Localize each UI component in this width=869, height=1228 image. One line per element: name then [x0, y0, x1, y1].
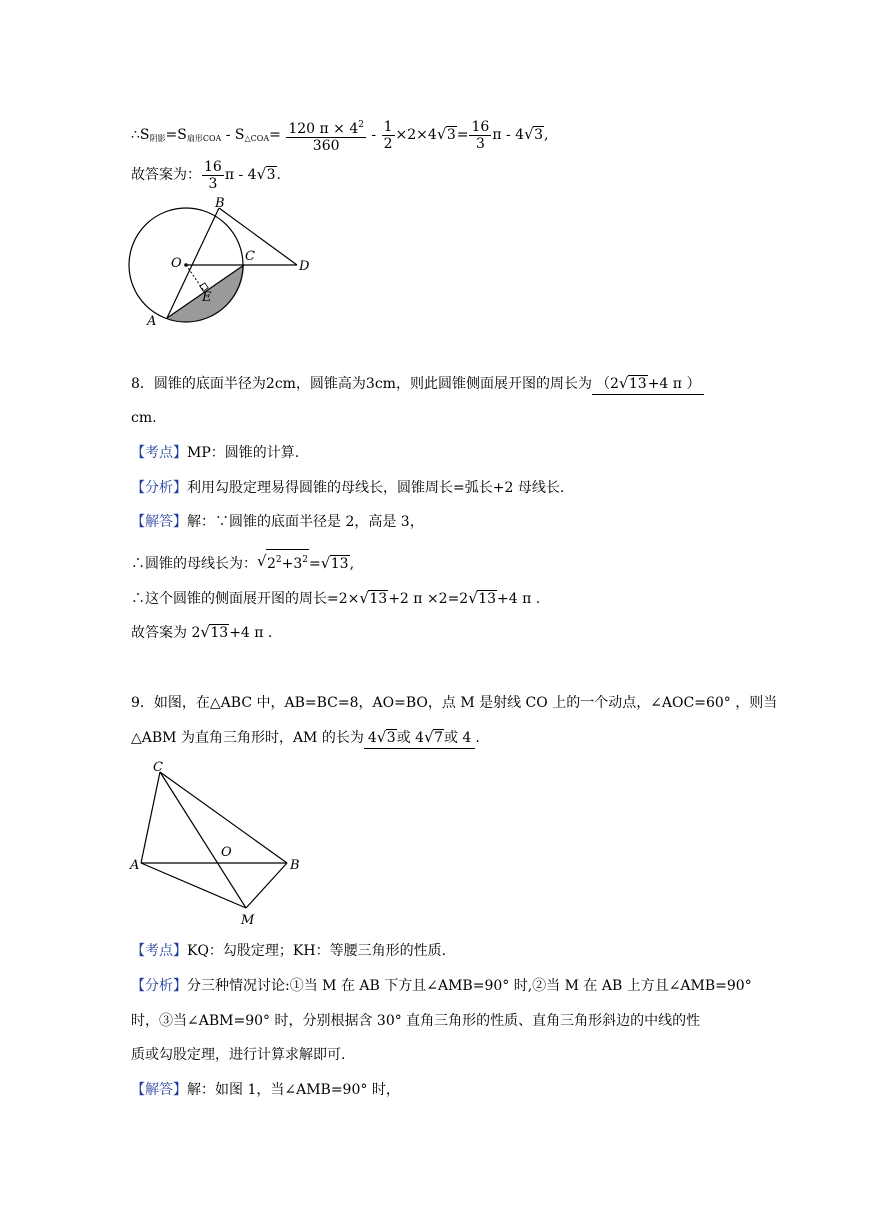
eq3: =: [456, 127, 469, 143]
frac1-sup: 2: [358, 119, 364, 130]
q8-fenxi-tag: 【分析】: [131, 480, 187, 496]
therefore-s: ∴S: [131, 127, 150, 143]
q8-fenxi-text: 利用勾股定理易得圆锥的母线长，圆锥周长=弧长+2 母线长.: [187, 480, 565, 496]
q8-al-pre: 故答案为 2: [131, 625, 201, 641]
line-bm: [246, 863, 287, 908]
q8-s1-plus: +3: [281, 556, 303, 572]
label-d: D: [299, 259, 310, 274]
frac1-den: 360: [312, 137, 340, 154]
ans-den: 3: [208, 175, 218, 192]
q8-jieda-tag: 【解答】: [131, 514, 187, 530]
q9-fenxi2: 时，③当∠ABM=90° 时，分别根据含 30° 直角三角形的性质、直角三角形斜边的中线的性: [131, 1013, 701, 1029]
q8-s2-sqrt-b: [468, 589, 497, 609]
sub-triangle: △COA: [244, 134, 270, 143]
area-formula-line: [131, 115, 548, 159]
triangle-figure: [125, 758, 310, 928]
q9-fenxi1: [131, 976, 752, 996]
ans-num: 16: [204, 158, 222, 175]
q8-text: 8．圆锥的底面半径为2cm，圆锥高为3cm，则此圆锥侧面展开图的周长为: [131, 376, 592, 392]
q9-answer-blank: [364, 728, 475, 749]
circle-figure: [125, 195, 325, 330]
q8-s1-rad: 13: [330, 556, 349, 572]
line-bd: [219, 208, 297, 265]
q8-ans-rad: 13: [628, 376, 647, 392]
line-oe: [186, 265, 204, 291]
q9-sqrt7: [424, 728, 444, 748]
q9-jieda: [131, 1080, 400, 1100]
q9-text2: [131, 728, 480, 749]
q9-rad3: 3: [386, 730, 396, 746]
q8-ans-post: +4 π ）: [647, 376, 701, 392]
rad2: 3: [534, 127, 543, 143]
q8-s2-sqrt-a: [359, 589, 388, 609]
ans-end: .: [276, 167, 281, 183]
answer-prefix: 故答案为：: [131, 167, 201, 183]
frac2-num: 16: [471, 118, 490, 135]
q9-ans-a: 4: [367, 730, 377, 746]
sub-shaded: 阴影: [149, 134, 166, 143]
q8-s2-rad: 13: [369, 591, 388, 607]
label-m2: M: [241, 913, 255, 928]
frac2-den: 3: [475, 135, 485, 152]
sixteen-thirds: [469, 119, 491, 152]
line-ca: [141, 772, 160, 863]
minus: - S: [221, 127, 245, 143]
q8-step1: [131, 549, 354, 577]
q8-ans-sqrt: [619, 374, 648, 394]
q8-s2-end: +4 π .: [497, 591, 541, 607]
q8-answer-line: [131, 623, 272, 643]
sqrt3-a: [437, 115, 457, 155]
q8-al-end: +4 π .: [229, 625, 273, 641]
q8-kaodian-tag: 【考点】: [131, 445, 187, 461]
label-o2: O: [221, 845, 232, 860]
label-b2: B: [290, 858, 300, 873]
label-a: A: [147, 314, 157, 329]
ans-sqrt3: [257, 157, 277, 193]
ans-pi: π - 4: [224, 167, 257, 183]
q8-s1-a-sup: 2: [275, 555, 282, 565]
q8-s1-eq: =: [309, 556, 321, 572]
q9-jieda-text: 解：如图 1，当∠AMB=90° 时，: [187, 1082, 400, 1098]
q9-kaodian-text: KQ：勾股定理；KH：等腰三角形的性质.: [187, 943, 447, 959]
q8-al-sqrt: [200, 623, 229, 643]
label-b: B: [215, 196, 225, 211]
q8-question: [131, 374, 704, 395]
label-e: E: [202, 290, 212, 305]
times: ×2×4: [395, 127, 437, 143]
sub-sector: 扇形COA: [186, 134, 222, 143]
frac1-num: 120 π × 4: [288, 120, 359, 137]
q9-fenxi1-text: 分三种情况讨论:①当 M 在 AB 下方且∠AMB=90° 时,②当 M 在 AB 上方且∠AMB=90°: [187, 978, 752, 994]
eq2: =: [269, 127, 281, 143]
q8-s2-pre: ∴这个圆锥的侧面展开图的周长=2×: [131, 591, 360, 607]
q9-kaodian-tag: 【考点】: [131, 943, 187, 959]
q8-s1-sqrt13: [321, 551, 350, 577]
half-fraction: [382, 119, 395, 152]
half-num: 1: [383, 118, 393, 135]
label-o: O: [171, 256, 182, 271]
minus2: -: [366, 127, 381, 143]
q8-step1-sqrt-big: [257, 549, 309, 577]
half-den: 2: [383, 135, 393, 152]
q8-kaodian-text: MP：圆锥的计算.: [187, 445, 300, 461]
end1: ,: [543, 127, 549, 143]
q8-ans-pre: （2: [595, 376, 619, 392]
sector-fraction: [286, 117, 366, 154]
q9-fenxi-tag: 【分析】: [131, 978, 187, 994]
label-c: C: [245, 249, 255, 264]
label-c2: C: [153, 760, 163, 775]
q9-fenxi3: 质或勾股定理，进行计算求解即可.: [131, 1047, 346, 1063]
q9-sqrt3: [377, 728, 397, 748]
rad1: 3: [446, 127, 456, 143]
label-a2: A: [130, 858, 140, 873]
q8-s2-rad2: 13: [478, 591, 497, 607]
q9-text: 9．如图，在△ABC 中，AB=BC=8，AO=BO，点 M 是射线 CO 上的一个动点，∠AOC=60° ，则当: [131, 695, 778, 711]
q9-jieda-tag: 【解答】: [131, 1082, 187, 1098]
line-cm: [160, 772, 246, 908]
q9-t2-end: .: [475, 730, 480, 746]
q9-or2: 或 4: [443, 730, 472, 746]
q8-jieda: [131, 512, 424, 532]
q8-kaodian: [131, 443, 299, 463]
q8-s2-mid: +2 π ×2=2: [388, 591, 469, 607]
q9-rad7: 7: [434, 730, 443, 746]
line-am: [141, 863, 246, 908]
pi-minus: π - 4: [492, 127, 525, 143]
q8-fenxi: [131, 478, 564, 498]
q8-answer-blank: [592, 374, 705, 395]
sqrt3-b: [524, 115, 544, 155]
q9-kaodian: [131, 941, 446, 961]
q8-s1-end: ,: [349, 556, 355, 572]
answer-fraction: [202, 159, 224, 192]
eq1: =S: [165, 127, 187, 143]
q8-jieda-text: 解：∵圆锥的底面半径是 2，高是 3，: [187, 514, 424, 530]
q8-step1-pre: ∴圆锥的母线长为：: [131, 556, 257, 572]
q9-t2-pre: △ABM 为直角三角形时，AM 的长为: [131, 730, 364, 746]
q8-al-rad: 13: [210, 625, 229, 641]
center-dot: [184, 263, 188, 267]
q8-step2: [131, 589, 540, 609]
q8-s1-b-sup: 2: [302, 555, 309, 565]
q9-or1: 或 4: [396, 730, 425, 746]
answer-line-q7: [131, 157, 281, 193]
q8-unit: cm.: [131, 410, 157, 426]
q8-s1-a: 2: [267, 556, 276, 572]
ans-rad: 3: [266, 167, 276, 183]
